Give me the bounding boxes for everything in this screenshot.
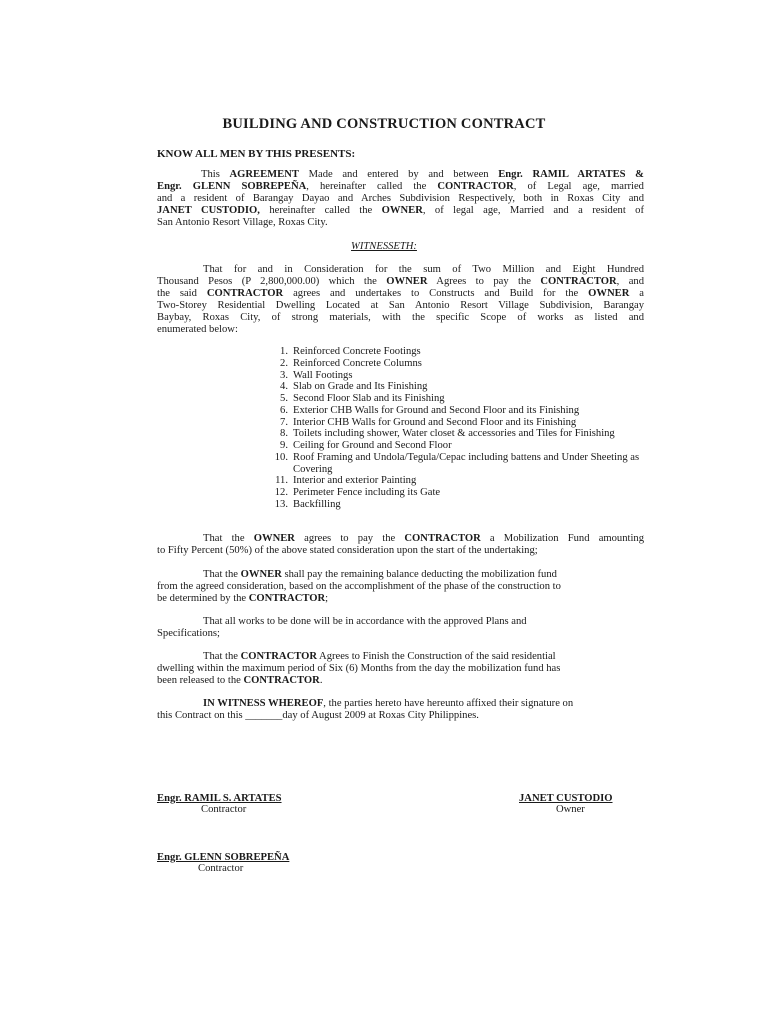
scope-item	[268, 499, 644, 511]
consideration-line-6: enumerated below:	[157, 324, 238, 335]
balance-paragraph	[157, 569, 644, 605]
scope-item-text: Slab on Grade and Its Finishing	[293, 381, 428, 393]
scope-item	[268, 440, 644, 452]
scope-item-number: 10.	[274, 451, 288, 463]
plans-paragraph	[157, 616, 644, 640]
agreement-line-4: JANET CUSTODIO, hereinafter called the OWNER, of legal age, Married and a resident of	[157, 205, 645, 216]
scope-item	[268, 393, 644, 405]
scope-item-text: Toilets including shower, Water closet & accessories and Tiles for Finishing	[293, 428, 615, 440]
scope-item	[268, 428, 644, 440]
scope-item-text: Backfilling	[293, 498, 341, 510]
scope-item-text: Second Floor Slab and its Finishing	[293, 393, 445, 404]
balance-line-3: be determined by the CONTRACTOR;	[157, 593, 329, 604]
scope-item-number: 7.	[280, 416, 288, 428]
mobilization-line-1: That the OWNER agrees to pay the CONTRACTOR a Mobilization Fund amounting	[203, 533, 645, 544]
signatory-role-owner: Owner	[556, 804, 585, 815]
scope-item-number: 5.	[280, 393, 288, 404]
scope-item-text: Ceiling for Ground and Second Floor	[293, 440, 452, 451]
plans-line-2: Specifications;	[157, 628, 220, 639]
scope-item	[268, 487, 644, 499]
witness-whereof-paragraph	[157, 698, 644, 722]
witness-whereof-line-1: IN WITNESS WHEREOF, the parties hereto have hereunto affixed their signature on	[203, 698, 574, 709]
mobilization-line-2: to Fifty Percent (50%) of the above stated consideration upon the start of the undertaking;	[157, 545, 538, 556]
mobilization-paragraph	[157, 533, 644, 557]
scope-item-number: 3.	[280, 369, 288, 381]
scope-item	[268, 370, 644, 382]
scope-item-text: Roof Framing and Undola/Tegula/Cepac including battens and Under Sheeting as Covering	[293, 451, 640, 475]
agreement-line-5: San Antonio Resort Village, Roxas City.	[157, 217, 328, 228]
signatory-role-contractor-2: Contractor	[198, 863, 244, 874]
scope-item-number: 2.	[280, 357, 288, 369]
scope-item-text: Reinforced Concrete Columns	[293, 357, 422, 369]
scope-item	[268, 346, 644, 358]
balance-line-2: from the agreed consideration, based on the accomplishment of the phase of the construction to	[157, 581, 561, 592]
scope-item	[268, 452, 644, 476]
scope-item-number: 8.	[280, 428, 288, 440]
know-all-men-heading: KNOW ALL MEN BY THIS PRESENTS:	[157, 148, 356, 160]
scope-item-number: 1.	[280, 346, 288, 357]
completion-line-2: dwelling within the maximum period of Six (6) Months from the day the mobilization fund has	[157, 663, 561, 674]
plans-line-1: That all works to be done will be in accordance with the approved Plans and	[203, 616, 527, 627]
consideration-line-5: Baybay, Roxas City, of strong materials, with the specific Scope of works as listed and	[157, 312, 644, 323]
scope-item-number: 9.	[280, 440, 288, 451]
scope-item-text: Interior CHB Walls for Ground and Second Floor and its Finishing	[293, 416, 577, 428]
completion-paragraph	[157, 651, 644, 687]
scope-item-text: Wall Footings	[293, 369, 353, 381]
scope-item	[268, 475, 644, 487]
scope-item-number: 4.	[280, 381, 288, 393]
scope-item	[268, 405, 644, 417]
scope-item-number: 6.	[280, 404, 288, 416]
completion-line-1: That the CONTRACTOR Agrees to Finish the Construction of the said residential	[203, 651, 556, 662]
scope-item-text: Exterior CHB Walls for Ground and Second Floor and its Finishing	[293, 404, 580, 416]
scope-item	[268, 381, 644, 393]
signatory-name-contractor-1: Engr. RAMIL S. ARTATES	[157, 793, 282, 804]
witness-whereof-line-2: this Contract on this _______day of August 2009 at Roxas City Philippines.	[157, 710, 479, 721]
scope-item	[268, 417, 644, 429]
completion-line-3: been released to the CONTRACTOR.	[157, 675, 323, 686]
agreement-paragraph	[157, 169, 644, 229]
agreement-line-2: Engr. GLENN SOBREPEÑA, hereinafter called the CONTRACTOR, of Legal age, married	[157, 181, 644, 192]
scope-of-works-list	[268, 346, 644, 511]
signatory-role-contractor-1: Contractor	[201, 804, 247, 815]
consideration-line-1: That for and in Consideration for the sum of Two Million and Eight Hundred	[203, 264, 644, 275]
agreement-line-3: and a resident of Barangay Dayao and Arches Subdivision Respectively, both in Roxas City and	[157, 193, 644, 204]
scope-item-number: 13.	[274, 498, 288, 510]
scope-item-text: Perimeter Fence including its Gate	[293, 487, 441, 498]
witnesseth-heading: WITNESSETH:	[351, 241, 417, 252]
scope-item-text: Reinforced Concrete Footings	[293, 346, 421, 357]
consideration-paragraph	[157, 264, 644, 336]
scope-item	[268, 358, 644, 370]
scope-item-number: 11.	[275, 475, 288, 487]
signatory-name-owner: JANET CUSTODIO	[519, 793, 613, 804]
consideration-line-3: the said CONTRACTOR agrees and undertakes to Constructs and Build for the OWNER a	[157, 288, 644, 299]
agreement-line-1: This AGREEMENT Made and entered by and between Engr. RAMIL ARTATES &	[201, 169, 644, 180]
balance-line-1: That the OWNER shall pay the remaining balance deducting the mobilization fund	[203, 569, 557, 580]
scope-item-number: 12.	[274, 487, 288, 498]
document-title: BUILDING AND CONSTRUCTION CONTRACT	[222, 116, 546, 132]
signatory-name-contractor-2: Engr. GLENN SOBREPEÑA	[157, 852, 290, 863]
consideration-line-2: Thousand Pesos (P 2,800,000.00) which the OWNER Agrees to pay the CONTRACTOR, and	[157, 276, 645, 287]
consideration-line-4: Two-Storey Residential Dwelling Located at San Antonio Resort Village Subdivision, Barangay	[157, 300, 644, 311]
scope-item-text: Interior and exterior Painting	[293, 475, 417, 487]
